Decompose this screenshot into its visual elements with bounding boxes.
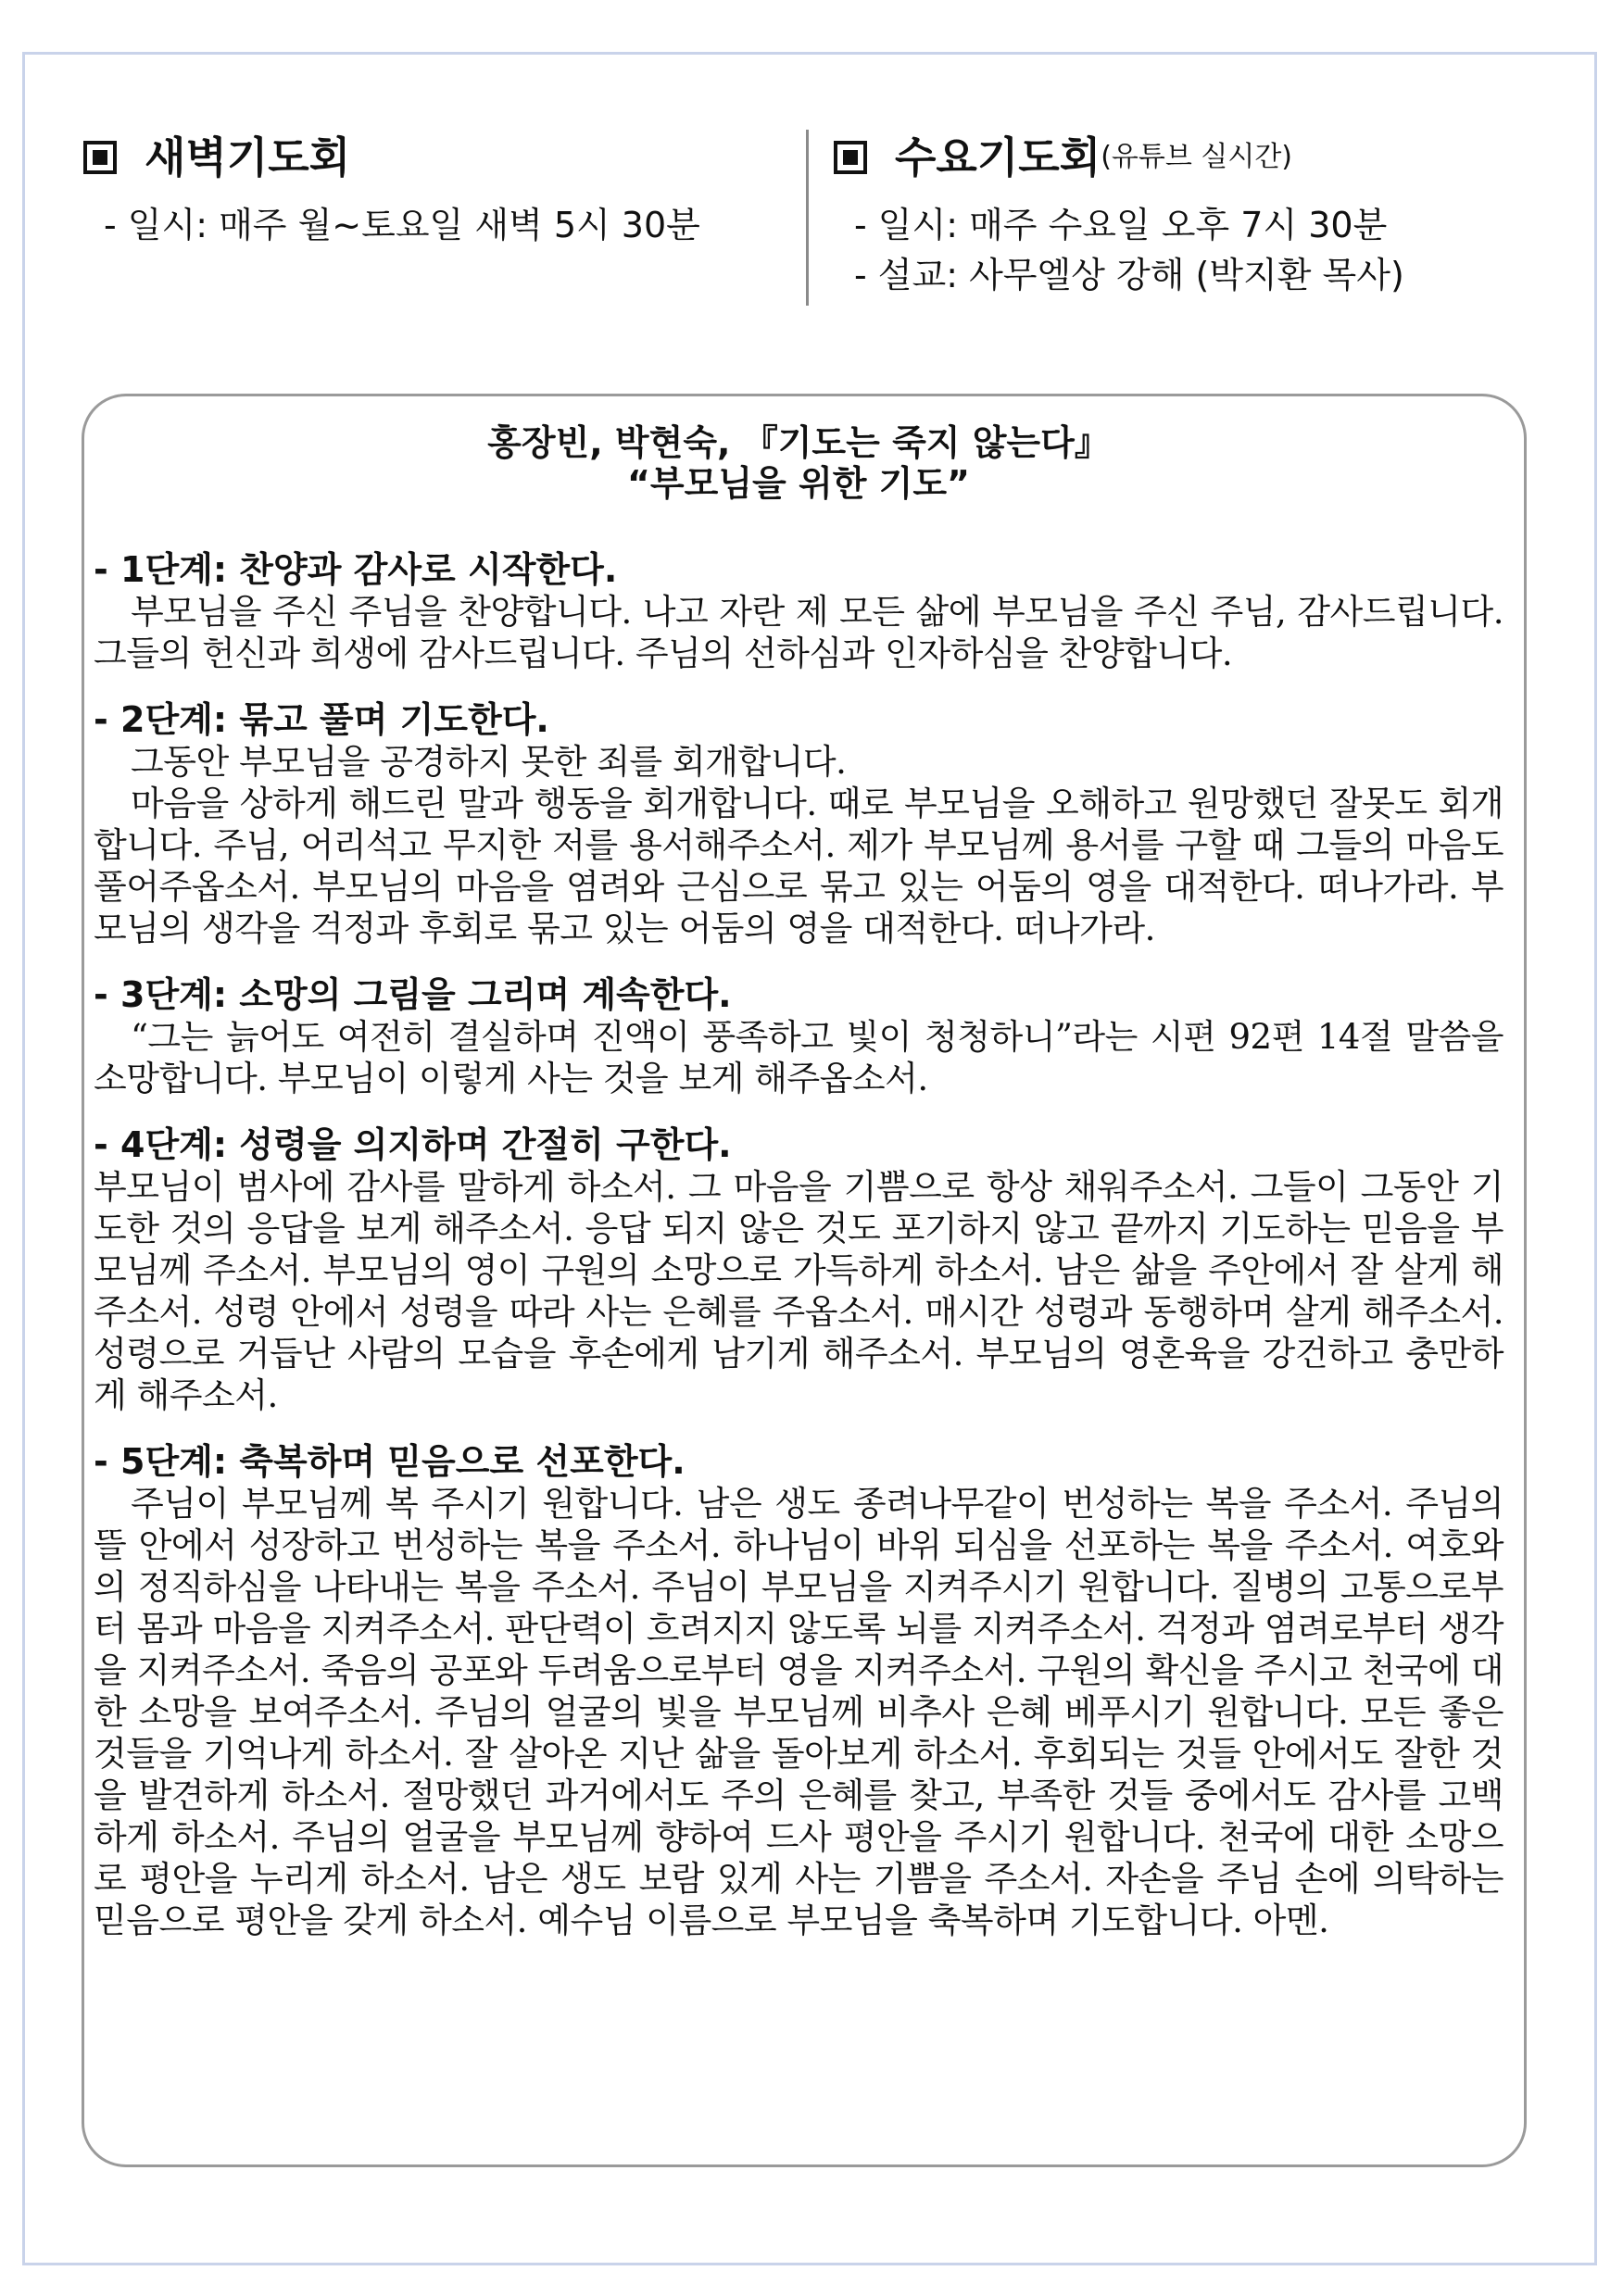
prayer-step-paragraph: “그는 늙어도 여전히 결실하며 진액이 풍족하고 빛이 청청하니”라는 시편 92편 14절 말씀을 소망합니다. 부모님이 이렇게 사는 것을 보게 해주옵소서. [94,1017,1503,1098]
prayer-step-heading: - 1단계: 찬양과 감사로 시작한다. [94,549,618,590]
prayer-step-heading: - 4단계: 성령을 의지하며 간절히 구한다. [94,1124,732,1165]
prayer-step-paragraph: 부모님을 주신 주님을 찬양합니다. 나고 자란 제 모든 삶에 부모님을 주신 주님, 감사드립니다. 그들의 헌신과 희생에 감사드립니다. 주님의 선하심과 인자하심을 찬양합니다. [94,592,1503,673]
prayer-guide-box [82,394,1527,2167]
prayer-step [94,548,1503,674]
prayer-step [94,698,1503,949]
prayer-step [94,973,1503,1099]
dawn-prayer-title: 새벽기도회 [145,132,351,182]
wednesday-prayer-title: 수요기도회 [895,132,1101,182]
prayer-step [94,1440,1503,1941]
square-bullet-icon [83,141,117,174]
square-bullet-icon [834,141,867,174]
service-schedule [83,130,1547,315]
prayer-step-heading: - 5단계: 축복하며 믿음으로 선포한다. [94,1441,686,1482]
prayer-step-body [94,1483,1503,1941]
column-divider [806,130,809,306]
wednesday-prayer-time: - 일시: 매주 수요일 오후 7시 30분 [854,205,1388,245]
prayer-box-title-line2: “부모님을 위한 기도” [626,463,971,504]
prayer-step-paragraph: 주님이 부모님께 복 주시기 원합니다. 남은 생도 종려나무같이 번성하는 복을 주소서. 주님의 뜰 안에서 성장하고 번성하는 복을 주소서. 하나님이 바위 되심을 선포하는 복을 주소서. 여호와의 정직하심을 나타내는 복을 주소서. 주님이 부모님을 지켜주시기 원합니다. 질병의 고통으로부터 몸과 마음을 지켜주소서. 판단력이 흐려지지 않도록 뇌를 지켜주소서. 걱정과 염려로부터 생각을 지켜주소서. 죽음의 공포와 두려움으로부터 영을 지켜주소서. 구원의 확신을 주시고 천국에 대한 소망을 보여주소서. 주님의 얼굴의 빛을 부모님께 비추사 은혜 베푸시기 원합니다. 모든 좋은 것들을 기억나게 하소서. 잘 살아온 지난 삶을 돌아보게 하소서. 후회되는 것들 안에서도 잘한 것을 발견하게 하소서. 절망했던 과거에서도 주의 은혜를 찾고, 부족한 것들 중에서도 감사를 고백하게 하소서. 주님의 얼굴을 부모님께 향하여 드사 평안을 주시기 원합니다. 천국에 대한 소망으로 평안을 누리게 하소서. 남은 생도 보람 있게 사는 기쁨을 주소서. 자손을 주님 손에 의탁하는 믿음으로 평안을 갖게 하소서. 예수님 이름으로 부모님을 축복하며 기도합니다. 아멘. [94,1484,1503,1940]
dawn-prayer-time: - 일시: 매주 월~토요일 새벽 5시 30분 [104,205,700,245]
wednesday-prayer-subtitle: (유튜브 실시간) [1101,141,1293,173]
prayer-step-paragraph: 마음을 상하게 해드린 말과 행동을 회개합니다. 때로 부모님을 오해하고 원망했던 잘못도 회개합니다. 주님, 어리석고 무지한 저를 용서해주소서. 제가 부모님께 용서를 구할 때 그들의 마음도 풀어주옵소서. 부모님의 마음을 염려와 근심으로 묶고 있는 어둠의 영을 대적한다. 떠나가라. 부모님의 생각을 걱정과 후회로 묶고 있는 어둠의 영을 대적한다. 떠나가라. [94,784,1503,948]
prayer-step-body [94,591,1503,674]
dawn-prayer-heading [83,130,806,185]
prayer-step [94,1123,1503,1416]
prayer-step-heading: - 2단계: 묶고 풀며 기도한다. [94,699,549,740]
wednesday-prayer-heading [834,130,1547,185]
prayer-step-paragraph: 부모님이 범사에 감사를 말하게 하소서. 그 마음을 기쁨으로 항상 채워주소서. 그들이 그동안 기도한 것의 응답을 보게 해주소서. 응답 되지 않은 것도 포기하지 않고 끝까지 기도하는 믿음을 부모님께 주소서. 부모님의 영이 구원의 소망으로 가득하게 하소서. 남은 삶을 주안에서 잘 살게 해주소서. 성령 안에서 성령을 따라 사는 은혜를 주옵소서. 매시간 성령과 동행하며 살게 해주소서. 성령으로 거듭난 사람의 모습을 후손에게 남기게 해주소서. 부모님의 영혼육을 강건하고 충만하게 해주소서. [94,1167,1503,1415]
prayer-box-title-line1: 홍장빈, 박현숙, 『기도는 죽지 않는다』 [487,422,1110,463]
prayer-step-paragraph: 그동안 부모님을 공경하지 못한 죄를 회개합니다. [131,742,847,782]
prayer-step-body [94,1016,1503,1099]
wednesday-prayer-section [834,130,1547,315]
wednesday-prayer-sermon: - 설교: 사무엘상 강해 (박지환 목사) [854,255,1404,295]
dawn-prayer-section [83,130,806,315]
prayer-step-body [94,741,1503,949]
prayer-step-body [94,1166,1503,1416]
prayer-step-heading: - 3단계: 소망의 그림을 그리며 계속한다. [94,974,732,1015]
